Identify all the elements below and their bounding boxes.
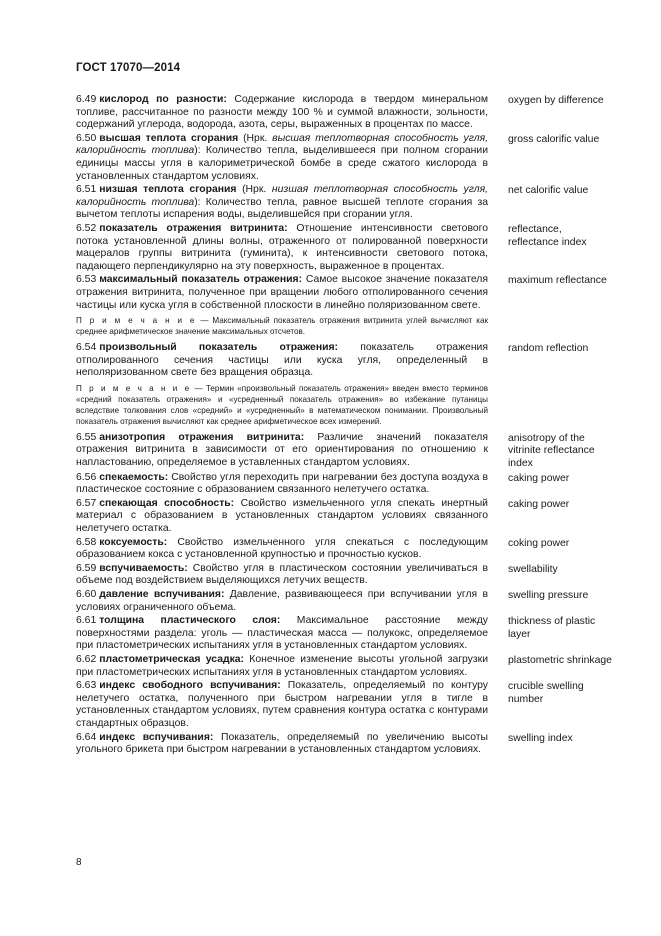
term-name: давление вспучивания: — [99, 589, 225, 600]
note-label: П р и м е ч а н и е — [76, 316, 197, 326]
term-definition-ru — [76, 472, 488, 497]
term-entry — [76, 133, 630, 183]
term-definition-ru — [76, 432, 488, 471]
term-name: высшая теплота сгорания — [99, 132, 239, 144]
term-text: Свойство угля в пластическом состоянии увеличиваться в объеме под воздействием выделяющихся летучих веществ. — [76, 562, 488, 587]
term-english: reflectance, reflectance index — [508, 223, 587, 248]
term-definition-ru — [76, 223, 488, 273]
term-text: Различие значений показателя отражения витринита в зависимости от его ориентирования по отношению к напластованию, определяемое в уставленных стандартом условиях. — [76, 431, 488, 469]
term-name: коксуемость: — [99, 536, 168, 548]
term-entry — [76, 589, 630, 614]
term-entry — [76, 472, 630, 497]
term-name: толщина пластического слоя: — [99, 615, 281, 627]
term-english: anisotropy of the vitrinite reflectance index — [508, 432, 595, 470]
term-english: gross calorific value — [508, 133, 600, 145]
term-name: максимальный показатель отражения: — [99, 274, 303, 286]
term-definition-ru — [76, 615, 488, 653]
term-name: произвольный показатель отражения: — [99, 342, 339, 354]
term-number: 6.50 — [76, 132, 97, 144]
term-text: Показатель, определяемый по увеличению высоты угольного брикета при быстром нагревании в установленных стандартом условиях. — [76, 731, 488, 756]
term-number: 6.62 — [76, 653, 97, 665]
term-english: oxygen by difference — [508, 95, 604, 106]
term-definition-ru — [76, 680, 488, 730]
term-english: net calorific value — [508, 185, 589, 197]
term-entry — [76, 274, 630, 312]
term-definition-ru — [76, 342, 488, 380]
term-number: 6.54 — [76, 342, 97, 354]
term-definition-ru — [76, 184, 488, 222]
term-text: Отношение интенсивности светового потока установленной длины волны, отраженного от полированной поверхности мацералов группы витринита (гуминита), к интенсивности светового потока, падающего перпендикулярно на эту поверхность, выраженное в процентах. — [76, 222, 488, 272]
term-english: thickness of plastic layer — [508, 616, 596, 640]
term-entry — [76, 432, 630, 471]
term-english: plastometric shrinkage — [508, 654, 612, 666]
term-name: пластометрическая усадка: — [99, 653, 245, 665]
term-definition-ru — [76, 732, 488, 757]
term-name: показатель отражения витринита: — [99, 222, 288, 234]
term-text: : Количество тепла, выделившееся при полном сгорании единицы массы угля в калориметрической бомбе в среде сжатого кислорода в установленных стандартом условиях. — [76, 145, 488, 182]
term-entry — [76, 184, 630, 222]
term-prefix: (Нрк. — [238, 132, 273, 144]
term-number: 6.52 — [76, 222, 97, 234]
term-number: 6.51 — [76, 184, 97, 196]
term-text: Свойство угля переходить при нагревании без доступа воздуха в пластическое состояние с образованием связанного нелетучего остатка. — [76, 471, 488, 496]
term-suffix: ) — [194, 145, 198, 157]
term-text: Содержание кислорода в твердом минеральном топливе, рассчитанное по разности между 100 % и суммой влажности, зольности, содержаний углерода, водорода, азота, серы, выраженных в процентах по массе. — [76, 94, 488, 131]
term-number: 6.64 — [76, 731, 97, 743]
term-entry — [76, 732, 630, 757]
term-number: 6.60 — [76, 589, 97, 600]
term-name: спекаемость: — [99, 471, 169, 483]
term-english: crucible swelling number — [508, 681, 584, 705]
term-synonyms: высшая теплотворная способность угля, калорийность топлива — [76, 132, 489, 157]
term-definition-ru — [76, 537, 488, 562]
term-entry — [76, 223, 630, 273]
term-english: caking power — [508, 472, 570, 484]
term-name: индекс свободного вспучивания: — [99, 680, 281, 692]
term-text: Свойство измельченного угля спекаться с последующим образованием кокса с установленной крупностью и прочностью кусков. — [76, 536, 488, 561]
page-header: ГОСТ 17070—2014 — [76, 62, 181, 74]
term-entry — [76, 537, 630, 562]
term-definition-ru — [76, 274, 488, 312]
term-entry — [76, 498, 630, 536]
term-list — [76, 94, 630, 758]
term-entry — [76, 342, 630, 380]
term-definition-ru — [76, 589, 488, 614]
note-label: П р и м е ч а н и е — [76, 383, 192, 393]
term-name: индекс вспучивания: — [99, 731, 214, 743]
term-number: 6.63 — [76, 680, 97, 692]
term-number: 6.57 — [76, 497, 97, 509]
term-name: анизотропия отражения витринита: — [99, 431, 305, 443]
term-text: Давление, развивающееся при вспучивании угля в условиях ограниченного объема. — [76, 589, 488, 613]
term-english: coking power — [508, 537, 570, 549]
term-number: 6.53 — [76, 274, 97, 286]
term-synonyms: низшая теплотворная способность угля, калорийность топлива — [76, 184, 489, 208]
term-number: 6.59 — [76, 562, 97, 574]
term-text: : Количество тепла, равное высшей теплоте сгорания за вычетом теплоты испарения воды, выделившейся при сгорании угля. — [76, 196, 488, 221]
term-text: показатель отражения отполированного сечения частицы или куска угля, определенный в неполяризованном свете без вращения образца. — [76, 342, 488, 379]
term-number: 6.58 — [76, 536, 97, 548]
term-text: Максимальное расстояние между поверхностями раздела: уголь — пластическая масса — полукокс, определяемое при пластометрических испытаниях угля в установленных стандартом условиях. — [76, 615, 488, 652]
note-text: — Термин «произвольный показатель отражения» введен вместо терминов «средний показатель отражения» и «усредненный показатель отражения» во избежание путаницы вследствие толкования слов «средний» и «усредненный» в математическом понимании. Произвольный показатель отражения вычисляют как среднее арифметическое всех измерений. — [76, 383, 488, 426]
term-english: swelling pressure — [508, 590, 589, 601]
term-text: Свойство измельченного угля спекать инертный материал с образованием в установленных стандартом условиях связанного нелетучего остатка. — [76, 497, 488, 535]
term-number: 6.55 — [76, 431, 97, 443]
term-text: Конечное изменение высоты угольной загрузки при пластометрических испытаниях угля в установленных стандартом условиях. — [76, 653, 488, 678]
term-english: random reflection — [508, 343, 589, 355]
term-english: swelling index — [508, 732, 573, 744]
term-name: вспучиваемость: — [99, 562, 188, 574]
term-entry — [76, 94, 630, 132]
term-definition-ru — [76, 654, 488, 679]
term-note — [76, 383, 488, 427]
term-name: спекающая способность: — [99, 497, 235, 509]
term-text: Самое высокое значение показателя отражения витринита, полученное при вращении любого отполированного сечения частицы или куска угля в собственной плоскости в линейно поляризованном свете. — [76, 274, 488, 311]
term-number: 6.61 — [76, 615, 97, 627]
term-number: 6.56 — [76, 471, 97, 483]
term-note — [76, 315, 488, 337]
term-definition-ru — [76, 94, 488, 132]
term-definition-ru — [76, 563, 488, 588]
term-prefix: (Нрк. — [236, 184, 272, 196]
term-name: низшая теплота сгорания — [99, 184, 237, 196]
term-number: 6.49 — [76, 94, 97, 105]
term-english: caking power — [508, 498, 570, 510]
page-number: 8 — [76, 857, 82, 868]
term-text: Показатель, определяемый по контуру нелетучего остатка, полученного при быстром нагревании угля в тигле в установленных стандартом условиях, путем сравнения контура остатка с контурами стандартных образцов. — [76, 680, 489, 729]
term-entry — [76, 615, 630, 653]
term-entry — [76, 654, 630, 679]
term-english: maximum reflectance — [508, 275, 607, 287]
term-suffix: ) — [194, 196, 198, 208]
note-text: — Максимальный показатель отражения витринита углей вычисляют как среднее арифметическое значение максимальных отсчетов. — [76, 316, 488, 337]
term-definition-ru — [76, 498, 488, 536]
term-english: swellability — [508, 563, 558, 575]
term-entry — [76, 563, 630, 588]
term-entry — [76, 680, 630, 730]
term-name: кислород по разности: — [99, 94, 227, 105]
term-definition-ru — [76, 133, 488, 183]
